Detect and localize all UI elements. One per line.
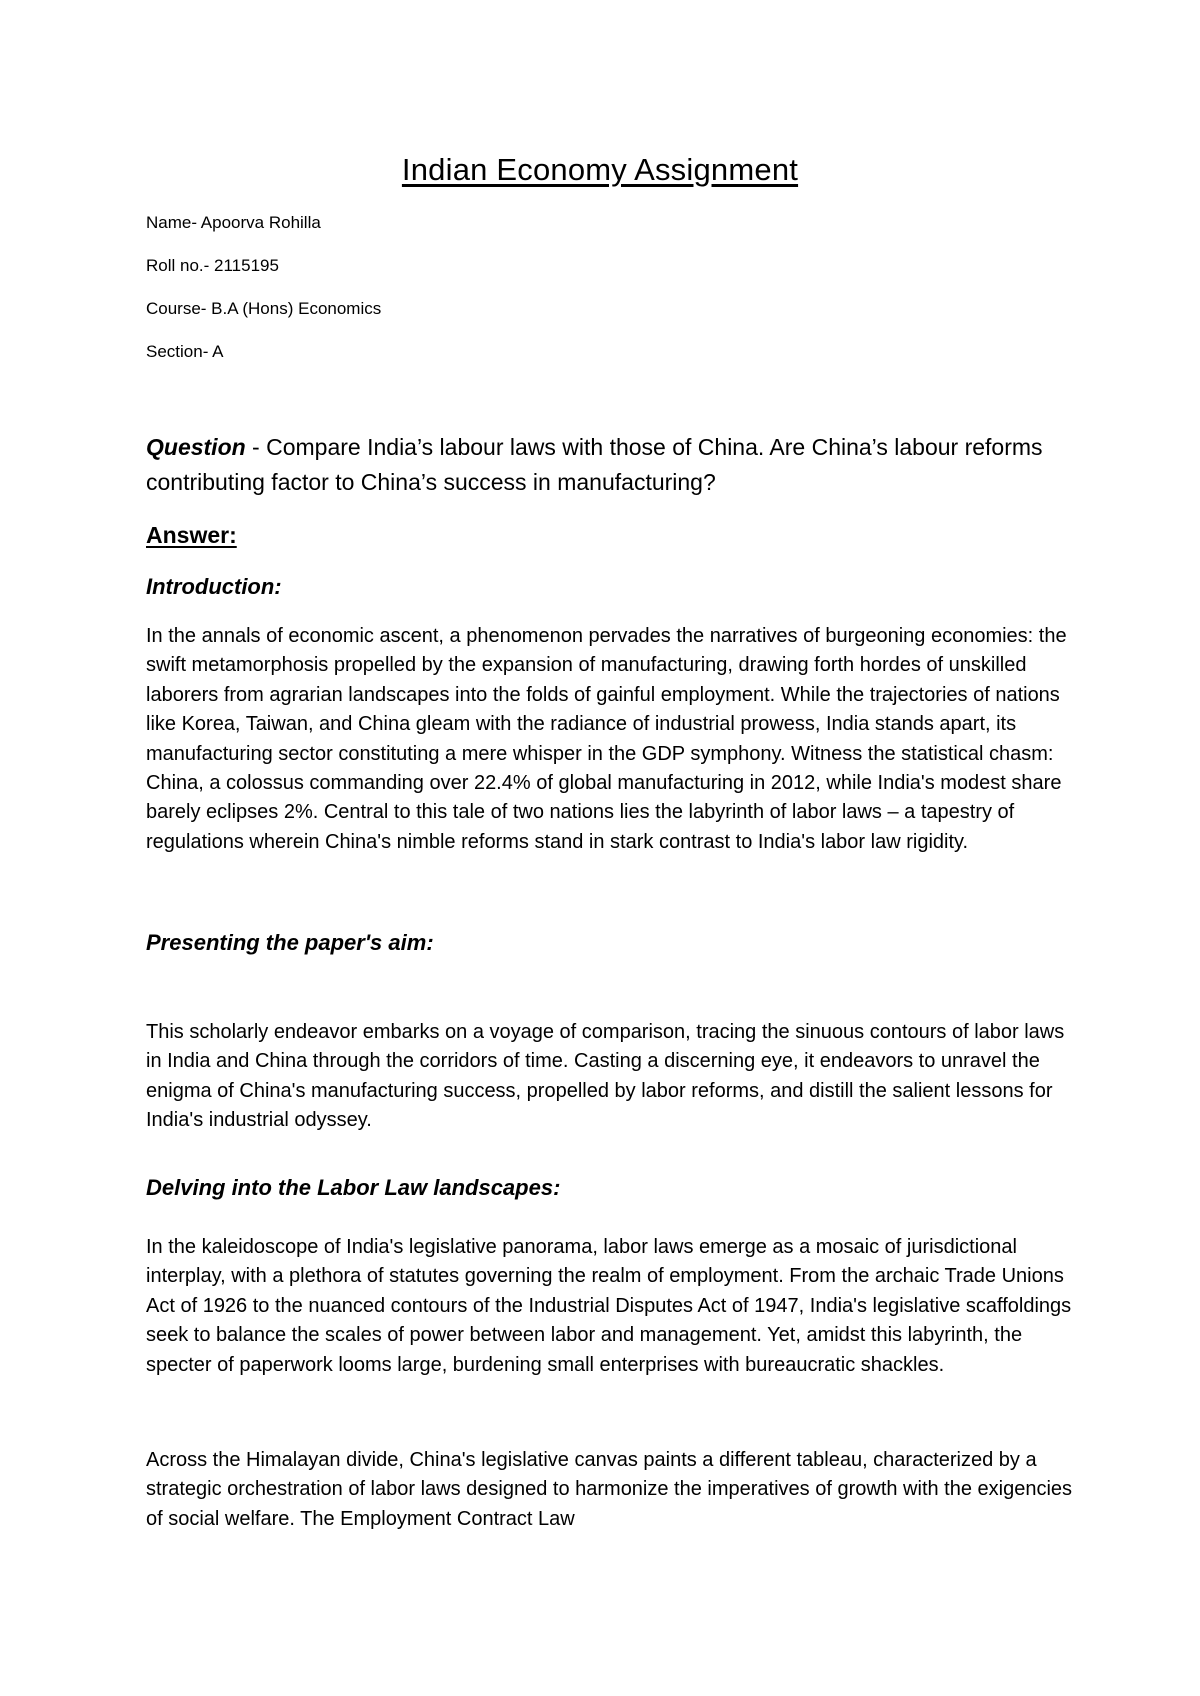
landscapes-paragraph-1: In the kaleidoscope of India's legislative panorama, labor laws emerge as a mosaic of jurisdictional interplay, with a plethora of statutes governing the realm of employment. From the archaic Trade Unions Act of 1926 to the nuanced contours of the Industrial Disputes Act of 1947, India's legislative scaffoldings seek to balance the scales of power between labor and management. Yet, amidst this labyrinth, the specter of paperwork looms large, burdening small enterprises with bureaucratic shackles. (146, 1236, 1072, 1376)
introduction-paragraph: In the annals of economic ascent, a phenomenon pervades the narratives of burgeoning economies: the swift metamorphosis propelled by the expansion of manufacturing, drawing forth hordes of unskilled laborers from agrarian landscapes into the folds of gainful employment. While the trajectories of nations like Korea, Taiwan, and China gleam with the radiance of industrial prowess, India stands apart, its manufacturing sector constituting a mere whisper in the GDP symphony. Witness the statistical chasm: China, a colossus commanding over 22.4% of global manufacturing in 2012, while India's modest share barely eclipses 2%. Central to this tale of two nations lies the labyrinth of labor laws – a tapestry of regulations wherein China's nimble reforms stand in stark contrast to India's labor law rigidity. (146, 625, 1067, 853)
section: Section- A (146, 342, 224, 361)
course: Course- B.A (Hons) Economics (146, 299, 382, 318)
landscapes-heading: Delving into the Labor Law landscapes: (146, 1175, 561, 1200)
aim-heading: Presenting the paper's aim: (146, 930, 434, 955)
roll-number: Roll no.- 2115195 (146, 256, 279, 275)
aim-paragraph: This scholarly endeavor embarks on a voyage of comparison, tracing the sinuous contours of labor laws in India and China through the corridors of time. Casting a discerning eye, it endeavors to unravel the enigma of China's manufacturing success, propelled by labor reforms, and distill the salient lessons for India's industrial odyssey. (146, 1021, 1065, 1132)
student-name: Name- Apoorva Rohilla (146, 213, 321, 232)
document-title: Indian Economy Assignment (401, 152, 799, 187)
question-label: Question (146, 434, 246, 460)
landscapes-paragraph-2: Across the Himalayan divide, China's legislative canvas paints a different tableau, characterized by a strategic orchestration of labor laws designed to harmonize the imperatives of growth with the exigencies of social welfare. The Employment Contract Law (146, 1449, 1073, 1530)
introduction-heading: Introduction: (146, 574, 282, 599)
answer-heading: Answer: (146, 522, 237, 548)
question-block (146, 430, 1076, 500)
question-text: - Compare India’s labour laws with those of China. Are China’s labour reforms contributing factor to China’s success in manufacturing? (146, 434, 1043, 495)
